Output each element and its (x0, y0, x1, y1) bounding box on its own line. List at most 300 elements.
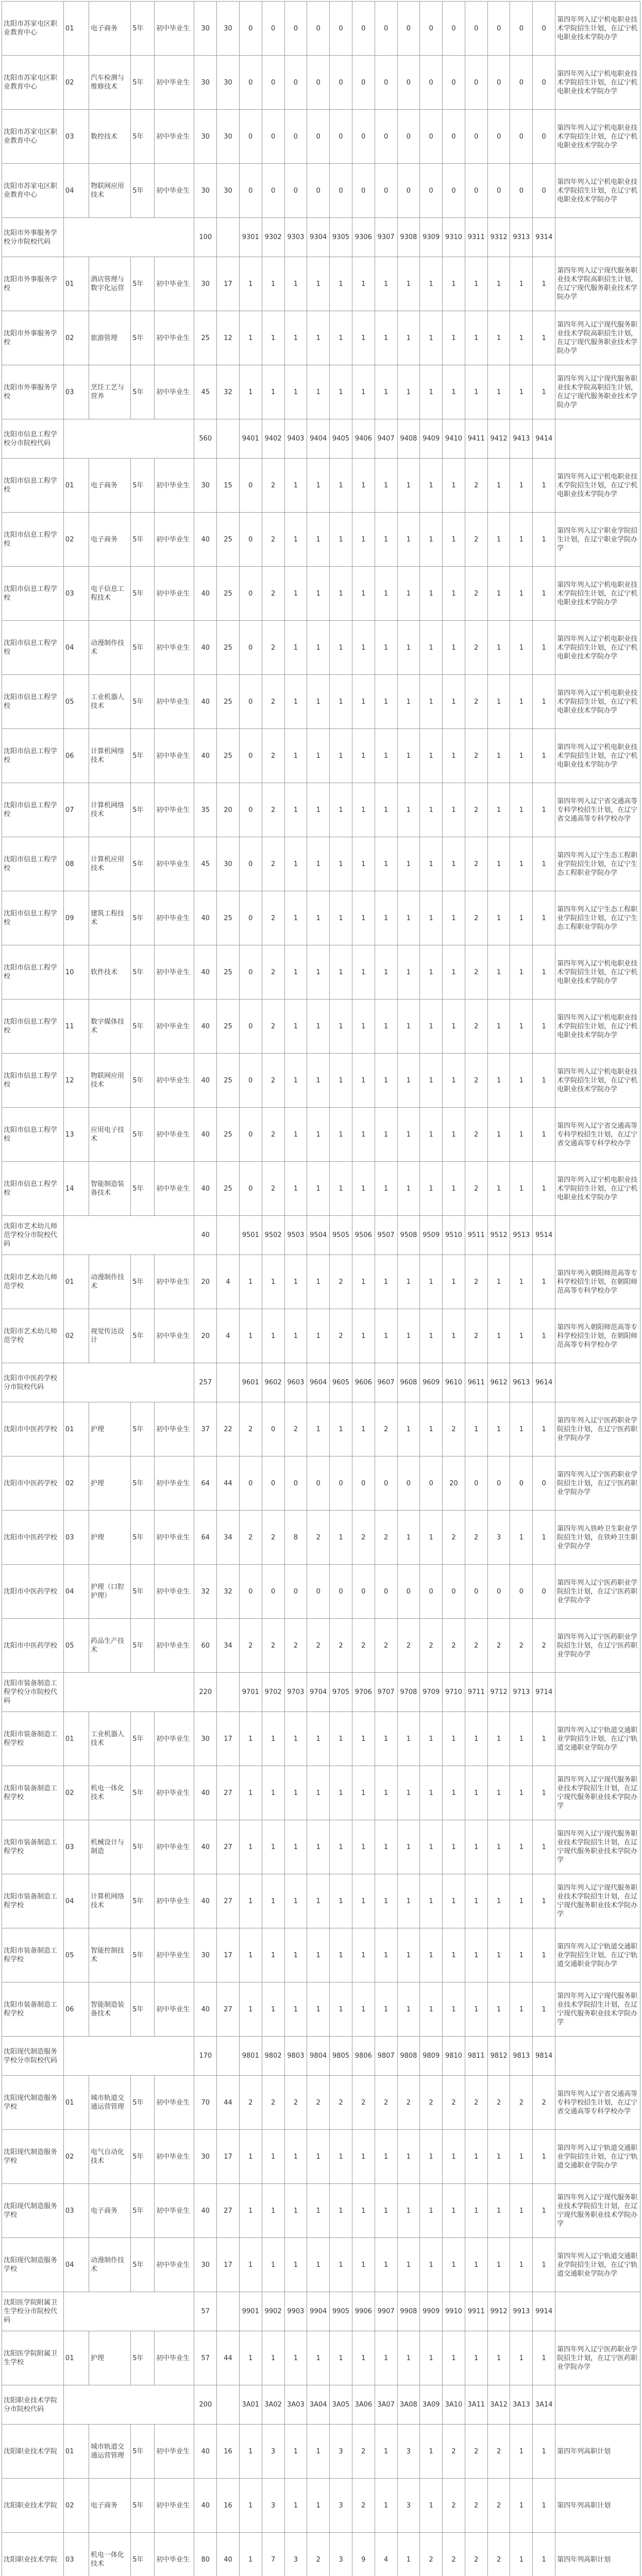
city-plan: 2 (262, 1511, 284, 1565)
city-plan: 1 (284, 2425, 307, 2479)
plan-total: 30 (194, 1928, 217, 1982)
city-plan: 1 (533, 1928, 555, 1982)
major-code: 01 (63, 2425, 89, 2479)
city-plan: 1 (330, 1982, 352, 2037)
city-plan: 1 (284, 1054, 307, 1108)
city-plan: 1 (352, 1712, 375, 1766)
city-school-code: 9403 (284, 419, 307, 459)
local-plan: 25 (217, 621, 240, 675)
plan-total: 40 (194, 999, 217, 1054)
plan-total: 64 (194, 1456, 217, 1511)
student-source: 初中毕业生 (155, 2479, 194, 2533)
study-years: 5年 (131, 1565, 155, 1619)
city-plan: 1 (443, 999, 465, 1054)
city-plan: 1 (307, 837, 330, 891)
city-plan: 1 (352, 891, 375, 945)
major-row (2, 1108, 640, 1162)
city-plan: 1 (443, 1820, 465, 1874)
city-plan: 1 (330, 783, 352, 837)
local-plan: 17 (217, 2238, 240, 2292)
city-plan: 1 (465, 257, 487, 311)
city-plan: 1 (262, 1982, 284, 2037)
major-row (2, 1309, 640, 1363)
remark: 第四年列入辽宁医药职业学院招生计划，在辽宁医药职业学院办学 (555, 2331, 640, 2385)
city-plan: 1 (443, 1766, 465, 1820)
city-plan: 1 (465, 365, 487, 419)
city-plan: 1 (352, 1255, 375, 1309)
local-plan: 27 (217, 2184, 240, 2238)
city-school-code: 9309 (420, 218, 443, 257)
city-plan: 0 (352, 110, 375, 164)
city-plan: 1 (533, 2533, 555, 2576)
city-plan: 1 (420, 567, 443, 621)
study-years: 5年 (131, 459, 155, 513)
city-plan: 1 (487, 513, 510, 567)
city-plan: 2 (307, 1511, 330, 1565)
city-plan: 1 (420, 1874, 443, 1928)
city-plan: 1 (330, 1054, 352, 1108)
city-plan: 1 (533, 311, 555, 365)
city-plan: 1 (510, 2479, 533, 2533)
city-school-code: 9909 (420, 2292, 443, 2331)
plan-total: 40 (194, 621, 217, 675)
blank-cell (217, 1216, 240, 1255)
city-school-code: 9412 (487, 419, 510, 459)
city-plan: 1 (443, 891, 465, 945)
study-years: 5年 (131, 1456, 155, 1511)
city-plan: 1 (397, 1982, 420, 2037)
city-plan: 1 (420, 1511, 443, 1565)
plan-total: 30 (194, 110, 217, 164)
study-years: 5年 (131, 621, 155, 675)
school-name: 沈阳市信息工程学校 (2, 459, 64, 513)
student-source: 初中毕业生 (155, 1402, 194, 1456)
major-name: 智能制造装备技术 (89, 1162, 130, 1216)
city-plan: 1 (510, 311, 533, 365)
city-school-code: 9502 (262, 1216, 284, 1255)
city-plan: 1 (420, 1054, 443, 1108)
city-school-code: 9703 (284, 1673, 307, 1712)
city-plan: 0 (397, 110, 420, 164)
school-name: 沈阳现代制造服务学校 (2, 2238, 64, 2292)
local-plan: 44 (217, 2076, 240, 2130)
student-source: 初中毕业生 (155, 2238, 194, 2292)
city-plan: 1 (375, 1982, 397, 2037)
city-plan: 0 (533, 1565, 555, 1619)
major-name: 机电一体化技术 (89, 1766, 130, 1820)
city-plan: 3 (262, 2479, 284, 2533)
plan-total: 40 (194, 1766, 217, 1820)
city-school-code: 9911 (465, 2292, 487, 2331)
city-plan: 1 (443, 675, 465, 729)
city-plan: 1 (397, 365, 420, 419)
city-plan: 1 (239, 2331, 262, 2385)
city-school-code: 9508 (397, 1216, 420, 1255)
city-plan: 2 (465, 1255, 487, 1309)
city-school-code: 9912 (487, 2292, 510, 2331)
city-school-code: 9610 (443, 1363, 465, 1402)
city-plan: 1 (510, 513, 533, 567)
city-plan: 1 (262, 2130, 284, 2184)
blank-cell (555, 2037, 640, 2076)
city-plan: 1 (533, 2331, 555, 2385)
city-school-code: 9606 (352, 1363, 375, 1402)
city-plan: 1 (284, 1108, 307, 1162)
plan-total: 40 (194, 2184, 217, 2238)
city-plan: 2 (239, 1402, 262, 1456)
student-source: 初中毕业生 (155, 1054, 194, 1108)
remark: 第四年列入辽宁轨道交通职业学院招生计划，在辽宁轨道交通职业学院办学 (555, 2238, 640, 2292)
remark: 第四年列入辽宁轨道交通职业学院招生计划，在辽宁轨道交通职业学院办学 (555, 1712, 640, 1766)
blank-cell (555, 1673, 640, 1712)
student-source: 初中毕业生 (155, 999, 194, 1054)
city-plan: 1 (487, 999, 510, 1054)
city-plan: 2 (465, 459, 487, 513)
student-source: 初中毕业生 (155, 1928, 194, 1982)
city-plan: 1 (465, 2130, 487, 2184)
major-code: 03 (63, 567, 89, 621)
city-plan: 1 (487, 1874, 510, 1928)
city-plan: 0 (375, 1456, 397, 1511)
city-plan: 1 (510, 1108, 533, 1162)
city-plan: 1 (330, 1874, 352, 1928)
city-plan: 1 (465, 2331, 487, 2385)
remark: 第四年列入辽宁现代服务职业技术学院高职招生计划，在辽宁现代服务职业技术学院办学 (555, 365, 640, 419)
city-plan: 1 (420, 2184, 443, 2238)
city-school-code: 9901 (239, 2292, 262, 2331)
major-name: 护理 (89, 1511, 130, 1565)
city-school-code: 9404 (307, 419, 330, 459)
city-plan: 1 (397, 311, 420, 365)
student-source: 初中毕业生 (155, 513, 194, 567)
city-plan: 1 (487, 1402, 510, 1456)
city-plan: 1 (330, 1820, 352, 1874)
plan-total: 170 (194, 2037, 217, 2076)
major-row (2, 729, 640, 783)
study-years: 5年 (131, 2184, 155, 2238)
city-plan: 2 (465, 783, 487, 837)
major-code: 01 (63, 1712, 89, 1766)
city-plan: 1 (420, 2331, 443, 2385)
blank-cell (217, 2292, 240, 2331)
city-plan: 1 (443, 2331, 465, 2385)
student-source: 初中毕业生 (155, 2425, 194, 2479)
city-plan: 1 (533, 783, 555, 837)
plan-total: 45 (194, 837, 217, 891)
city-plan: 1 (443, 945, 465, 999)
major-name: 机械设计与制造 (89, 1820, 130, 1874)
study-years: 5年 (131, 311, 155, 365)
city-plan: 0 (352, 1456, 375, 1511)
city-plan: 0 (239, 1054, 262, 1108)
city-plan: 1 (307, 1309, 330, 1363)
study-years: 5年 (131, 2479, 155, 2533)
city-plan: 1 (352, 1820, 375, 1874)
city-school-code: 9609 (420, 1363, 443, 1402)
major-name: 智能控制技术 (89, 1928, 130, 1982)
blank-cell (63, 2037, 194, 2076)
blank-cell (63, 218, 194, 257)
blank-cell (217, 2037, 240, 2076)
city-school-code: 9914 (533, 2292, 555, 2331)
city-plan: 3 (262, 2425, 284, 2479)
city-plan: 1 (510, 1928, 533, 1982)
city-school-code: 9709 (420, 1673, 443, 1712)
city-plan: 0 (397, 164, 420, 218)
city-plan: 0 (239, 110, 262, 164)
city-plan: 1 (239, 2184, 262, 2238)
city-plan: 0 (284, 164, 307, 218)
city-plan: 1 (533, 257, 555, 311)
city-school-code: 9514 (533, 1216, 555, 1255)
city-school-code: 9712 (487, 1673, 510, 1712)
remark: 第四年列入辽宁医药职业学院招生计划，在辽宁医药职业学院办学 (555, 1402, 640, 1456)
city-plan: 1 (330, 459, 352, 513)
major-row (2, 1511, 640, 1565)
school-code-label: 沈阳市外事服务学校分市院校代码 (2, 218, 64, 257)
city-plan: 0 (239, 891, 262, 945)
city-plan: 1 (330, 2331, 352, 2385)
city-plan: 1 (307, 891, 330, 945)
city-plan: 1 (307, 945, 330, 999)
city-plan: 1 (330, 945, 352, 999)
blank-cell (217, 218, 240, 257)
plan-total: 60 (194, 1619, 217, 1673)
plan-total: 30 (194, 56, 217, 110)
plan-total: 560 (194, 419, 217, 459)
plan-total: 30 (194, 459, 217, 513)
city-plan: 2 (352, 2076, 375, 2130)
city-school-code: 3A05 (330, 2385, 352, 2425)
city-plan: 1 (397, 1108, 420, 1162)
city-plan: 1 (375, 1255, 397, 1309)
city-plan: 0 (239, 1108, 262, 1162)
major-code: 04 (63, 1874, 89, 1928)
city-school-code: 9510 (443, 1216, 465, 1255)
city-plan: 2 (465, 621, 487, 675)
city-plan: 2 (330, 1255, 352, 1309)
city-plan: 2 (239, 1511, 262, 1565)
major-code: 02 (63, 1309, 89, 1363)
remark: 第四年列入辽宁机电职业技术学院招生计划，在辽宁机电职业技术学院办学 (555, 621, 640, 675)
city-plan: 1 (352, 2238, 375, 2292)
city-plan: 0 (307, 1456, 330, 1511)
city-plan: 1 (262, 1309, 284, 1363)
city-plan: 2 (465, 567, 487, 621)
major-name: 数字媒体技术 (89, 999, 130, 1054)
city-plan: 1 (307, 1054, 330, 1108)
major-name: 机电一体化技术 (89, 2533, 130, 2576)
city-plan: 1 (420, 1162, 443, 1216)
city-plan: 1 (397, 621, 420, 675)
city-school-code: 9304 (307, 218, 330, 257)
major-row (2, 783, 640, 837)
city-plan: 0 (239, 1565, 262, 1619)
major-row (2, 2479, 640, 2533)
major-code: 04 (63, 164, 89, 218)
city-plan: 1 (420, 1982, 443, 2037)
city-school-code: 9408 (397, 419, 420, 459)
city-plan: 2 (262, 999, 284, 1054)
city-school-code: 9310 (443, 218, 465, 257)
city-plan: 1 (397, 1928, 420, 1982)
student-source: 初中毕业生 (155, 257, 194, 311)
city-plan: 3 (330, 2425, 352, 2479)
city-plan: 1 (487, 729, 510, 783)
plan-total: 40 (194, 1216, 217, 1255)
blank-cell (555, 1216, 640, 1255)
city-school-code: 9503 (284, 1216, 307, 1255)
city-plan: 1 (330, 2184, 352, 2238)
local-plan: 25 (217, 1162, 240, 1216)
major-name: 软件技术 (89, 945, 130, 999)
city-plan: 0 (443, 1565, 465, 1619)
city-plan: 1 (397, 1712, 420, 1766)
city-plan: 1 (510, 567, 533, 621)
city-plan: 1 (487, 1766, 510, 1820)
plan-total: 70 (194, 2076, 217, 2130)
local-plan: 20 (217, 783, 240, 837)
major-row (2, 1928, 640, 1982)
major-row (2, 621, 640, 675)
city-plan: 2 (262, 783, 284, 837)
school-name: 沈阳市装备制造工程学校 (2, 1766, 64, 1820)
city-plan: 0 (533, 110, 555, 164)
city-plan: 1 (487, 837, 510, 891)
major-name: 动漫制作技术 (89, 1255, 130, 1309)
remark: 第四年列入辽宁生态工程职业学院招生计划，在辽宁生态工程职业学院办学 (555, 891, 640, 945)
city-plan: 2 (262, 1162, 284, 1216)
city-plan: 1 (330, 621, 352, 675)
city-plan: 1 (307, 2130, 330, 2184)
major-code: 09 (63, 891, 89, 945)
city-plan: 2 (239, 2076, 262, 2130)
school-code-label: 沈阳现代制造服务学校分市院校代码 (2, 2037, 64, 2076)
major-name: 计算机网络技术 (89, 729, 130, 783)
city-plan: 1 (533, 1255, 555, 1309)
city-plan: 1 (533, 999, 555, 1054)
city-plan: 1 (239, 2479, 262, 2533)
city-plan: 1 (510, 257, 533, 311)
student-source: 初中毕业生 (155, 783, 194, 837)
city-school-code: 9904 (307, 2292, 330, 2331)
remark: 第四年列高职计划 (555, 2533, 640, 2576)
local-plan: 4 (217, 1255, 240, 1309)
city-plan: 2 (397, 2076, 420, 2130)
city-plan: 1 (487, 2130, 510, 2184)
city-plan: 1 (284, 1982, 307, 2037)
city-plan: 0 (443, 56, 465, 110)
city-plan: 1 (420, 1712, 443, 1766)
remark: 第四年列入辽宁轨道交通职业学院招生计划，在辽宁轨道交通职业学院办学 (555, 2130, 640, 2184)
city-plan: 0 (397, 2, 420, 56)
city-plan: 0 (487, 2, 510, 56)
remark: 第四年列入辽宁机电职业技术学院招生计划，在辽宁机电职业技术学院办学 (555, 110, 640, 164)
city-school-code: 9811 (465, 2037, 487, 2076)
city-plan: 1 (307, 1928, 330, 1982)
city-plan: 1 (420, 1820, 443, 1874)
city-plan: 1 (443, 567, 465, 621)
major-row (2, 1565, 640, 1619)
city-plan: 1 (239, 2425, 262, 2479)
city-plan: 2 (375, 1402, 397, 1456)
city-plan: 1 (352, 1054, 375, 1108)
plan-total: 37 (194, 1402, 217, 1456)
major-row (2, 999, 640, 1054)
local-plan: 40 (217, 2533, 240, 2576)
local-plan: 16 (217, 2425, 240, 2479)
city-school-code: 3A03 (284, 2385, 307, 2425)
city-school-code: 3A02 (262, 2385, 284, 2425)
city-plan: 1 (510, 1712, 533, 1766)
city-plan: 1 (533, 567, 555, 621)
city-plan: 1 (397, 1511, 420, 1565)
city-plan: 1 (443, 621, 465, 675)
school-name: 沈阳市信息工程学校 (2, 1162, 64, 1216)
city-plan: 1 (330, 2130, 352, 2184)
city-plan: 1 (510, 945, 533, 999)
city-plan: 1 (487, 675, 510, 729)
city-school-code: 9802 (262, 2037, 284, 2076)
city-plan: 2 (487, 2076, 510, 2130)
city-plan: 0 (239, 567, 262, 621)
local-plan: 17 (217, 2130, 240, 2184)
city-plan: 1 (420, 2130, 443, 2184)
student-source: 初中毕业生 (155, 56, 194, 110)
remark: 第四年列入辽宁医药职业学院招生计划，在辽宁医药职业学院办学 (555, 1619, 640, 1673)
major-name: 视觉传达设计 (89, 1309, 130, 1363)
city-plan: 1 (284, 2331, 307, 2385)
study-years: 5年 (131, 2331, 155, 2385)
city-plan: 3 (487, 1511, 510, 1565)
city-plan: 0 (239, 164, 262, 218)
city-plan: 1 (510, 365, 533, 419)
major-code: 14 (63, 1162, 89, 1216)
major-code: 07 (63, 783, 89, 837)
city-plan: 2 (465, 837, 487, 891)
remark: 第四年列入辽宁职业学院招生计划，在辽宁职业学院办学 (555, 513, 640, 567)
city-school-code: 9314 (533, 218, 555, 257)
city-plan: 2 (465, 2533, 487, 2576)
study-years: 5年 (131, 1309, 155, 1363)
city-plan: 1 (352, 1108, 375, 1162)
major-name: 动漫制作技术 (89, 621, 130, 675)
study-years: 5年 (131, 2238, 155, 2292)
city-plan: 1 (533, 513, 555, 567)
city-plan: 1 (352, 257, 375, 311)
city-plan: 1 (510, 1874, 533, 1928)
city-plan: 0 (397, 56, 420, 110)
city-plan: 1 (284, 365, 307, 419)
major-name: 数控技术 (89, 110, 130, 164)
city-plan: 0 (239, 945, 262, 999)
city-plan: 1 (465, 1874, 487, 1928)
city-plan: 0 (420, 110, 443, 164)
major-name: 计算机应用技术 (89, 837, 130, 891)
local-plan: 27 (217, 1820, 240, 1874)
major-row (2, 1766, 640, 1820)
city-plan: 0 (239, 1162, 262, 1216)
plan-total: 20 (194, 1255, 217, 1309)
major-code: 03 (63, 365, 89, 419)
city-plan: 1 (465, 1928, 487, 1982)
city-plan: 1 (307, 311, 330, 365)
plan-total: 40 (194, 945, 217, 999)
plan-total: 30 (194, 2238, 217, 2292)
city-plan: 1 (420, 2425, 443, 2479)
remark: 第四年列入朝阳师范高等专科学校招生计划，在朝阳师范高等专科学校办学 (555, 1309, 640, 1363)
city-plan: 0 (420, 1565, 443, 1619)
